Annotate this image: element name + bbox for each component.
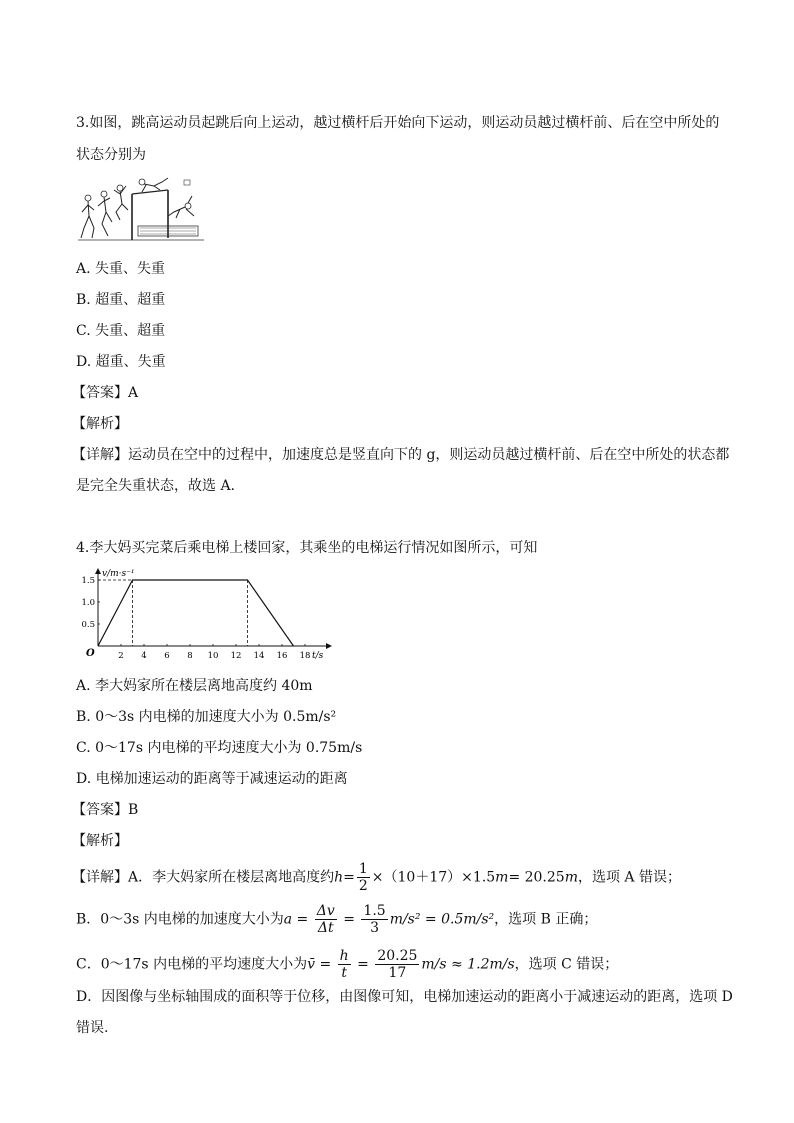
y-tick-label: 1.5 bbox=[81, 576, 95, 586]
q4-stem: 4.李大妈买完菜后乘电梯上楼回家，其乘坐的电梯运行情况如图所示，可知 bbox=[76, 540, 538, 556]
q4-option-b: B. 0～3s 内电梯的加速度大小为 0.5m/s² bbox=[76, 709, 337, 725]
h-numerator: h bbox=[339, 948, 349, 964]
delta-t: Δt bbox=[317, 920, 334, 936]
t-denominator: t bbox=[341, 965, 347, 981]
x-tick-label: 2 bbox=[118, 651, 124, 660]
q3-answer: 【答案】A bbox=[72, 385, 139, 401]
fraction-numerator: 1 bbox=[358, 861, 368, 877]
q3-analysis-label: 【解析】 bbox=[72, 416, 128, 432]
x-tick-label: 10 bbox=[207, 651, 219, 660]
q4-detail-b: B．0～3s 内电梯的加速度大小为a = $\frac{\Delta v}{\Delta t}$ = $\frac{1.5}{3}$ m/s² = 0.5m/s²，选项 B 正确； bbox=[76, 903, 598, 936]
x-axis-arrow bbox=[326, 643, 332, 649]
q3-option-d: D. 超重、失重 bbox=[76, 354, 166, 370]
y-axis-arrow bbox=[95, 568, 101, 574]
detail-a-prefix: 【详解】A．李大妈家所在楼层离地高度约 bbox=[72, 869, 335, 886]
q3-detail-line1: 【详解】运动员在空中的过程中，加速度总是竖直向下的 g，则运动员越过横杆前、后在空中所处的状态都 bbox=[72, 447, 730, 463]
q3-stem-line1: 3.如图，跳高运动员起跳后向上运动，越过横杆后开始向下运动，则运动员越过横杆前、后在空中所处的 bbox=[76, 115, 720, 131]
x-tick-label: 12 bbox=[230, 651, 242, 660]
q4-detail-d-line2: 错误. bbox=[76, 1020, 109, 1036]
x-tick-label: 16 bbox=[276, 651, 288, 660]
high-jump-illustration bbox=[76, 176, 206, 246]
numeric-numerator: 20.25 bbox=[377, 948, 418, 964]
detail-c-unit: m/s ≈ 1.2m/s bbox=[421, 956, 515, 973]
x-tick-label: 8 bbox=[187, 651, 193, 660]
x-tick-label: 4 bbox=[141, 651, 147, 660]
q3-option-c: C. 失重、超重 bbox=[76, 323, 166, 339]
value-denominator: 3 bbox=[370, 920, 380, 936]
detail-a-result: = 20.25 bbox=[508, 869, 565, 886]
x-tick-label: 14 bbox=[253, 651, 265, 660]
delta-fraction bbox=[315, 903, 337, 936]
q3-stem-line2: 状态分别为 bbox=[76, 147, 146, 163]
q4-detail-c: C．0～17s 内电梯的平均速度大小为v̄ = $\frac{h}{t}$ = $\frac{20.25}{17}$ m/s ≈ 1.2m/s，选项 C 错误； bbox=[76, 948, 619, 981]
height-symbol: h bbox=[334, 869, 344, 886]
detail-b-unit: m/s² = 0.5m/s² bbox=[389, 911, 495, 928]
numeric-denominator: 17 bbox=[388, 965, 407, 981]
half-fraction bbox=[357, 861, 370, 894]
value-fraction bbox=[361, 903, 387, 936]
fraction-denominator: 2 bbox=[358, 878, 368, 894]
equals-sign: = bbox=[343, 869, 355, 886]
acceleration-symbol: a bbox=[283, 911, 293, 928]
q3-option-a: A. 失重、失重 bbox=[76, 261, 166, 277]
q4-option-c: C. 0～17s 内电梯的平均速度大小为 0.75m/s bbox=[76, 740, 363, 756]
detail-b-prefix: B．0～3s 内电梯的加速度大小为 bbox=[76, 911, 284, 928]
y-axis-label: v/m·s⁻¹ bbox=[102, 569, 135, 579]
x-axis-label: t/s bbox=[312, 651, 324, 660]
q4-option-a: A. 李大妈家所在楼层离地高度约 40m bbox=[76, 678, 313, 694]
h-over-t-fraction bbox=[338, 948, 351, 981]
detail-a-mid: ×（10＋17）×1.5 bbox=[371, 869, 496, 886]
delta-v: Δv bbox=[316, 903, 335, 919]
average-velocity-symbol: v̄ bbox=[307, 956, 315, 973]
numeric-fraction bbox=[375, 948, 419, 981]
y-tick-label: 1.0 bbox=[81, 598, 95, 608]
origin-label: O bbox=[86, 648, 95, 659]
meter-unit-2: m bbox=[564, 869, 578, 886]
q4-analysis-label: 【解析】 bbox=[72, 833, 128, 849]
q4-answer: 【答案】B bbox=[72, 802, 139, 818]
meter-unit: m bbox=[495, 869, 509, 886]
q4-detail-d-line1: D．因图像与坐标轴围成的面积等于位移，由图像可知，电梯加速运动的距离小于减速运动的距离，选项 D bbox=[76, 989, 733, 1005]
detail-c-prefix: C．0～17s 内电梯的平均速度大小为 bbox=[76, 956, 308, 973]
q4-detail-a bbox=[72, 861, 681, 894]
q3-option-b: B. 超重、超重 bbox=[76, 292, 166, 308]
detail-a-suffix: ，选项 A 错误； bbox=[577, 869, 681, 886]
detail-b-suffix: ，选项 B 正确； bbox=[494, 911, 598, 928]
q3-detail-line2: 是完全失重状态，故选 A. bbox=[76, 478, 236, 494]
x-tick-label: 18 bbox=[299, 651, 311, 660]
velocity-time-chart bbox=[76, 566, 336, 660]
x-tick-label: 6 bbox=[164, 651, 170, 660]
q4-option-d: D. 电梯加速运动的距离等于减速运动的距离 bbox=[76, 771, 348, 787]
y-tick-label: 0.5 bbox=[81, 620, 95, 630]
detail-c-suffix: ，选项 C 错误； bbox=[514, 956, 619, 973]
value-numerator: 1.5 bbox=[363, 903, 386, 919]
velocity-series-line bbox=[98, 580, 294, 646]
